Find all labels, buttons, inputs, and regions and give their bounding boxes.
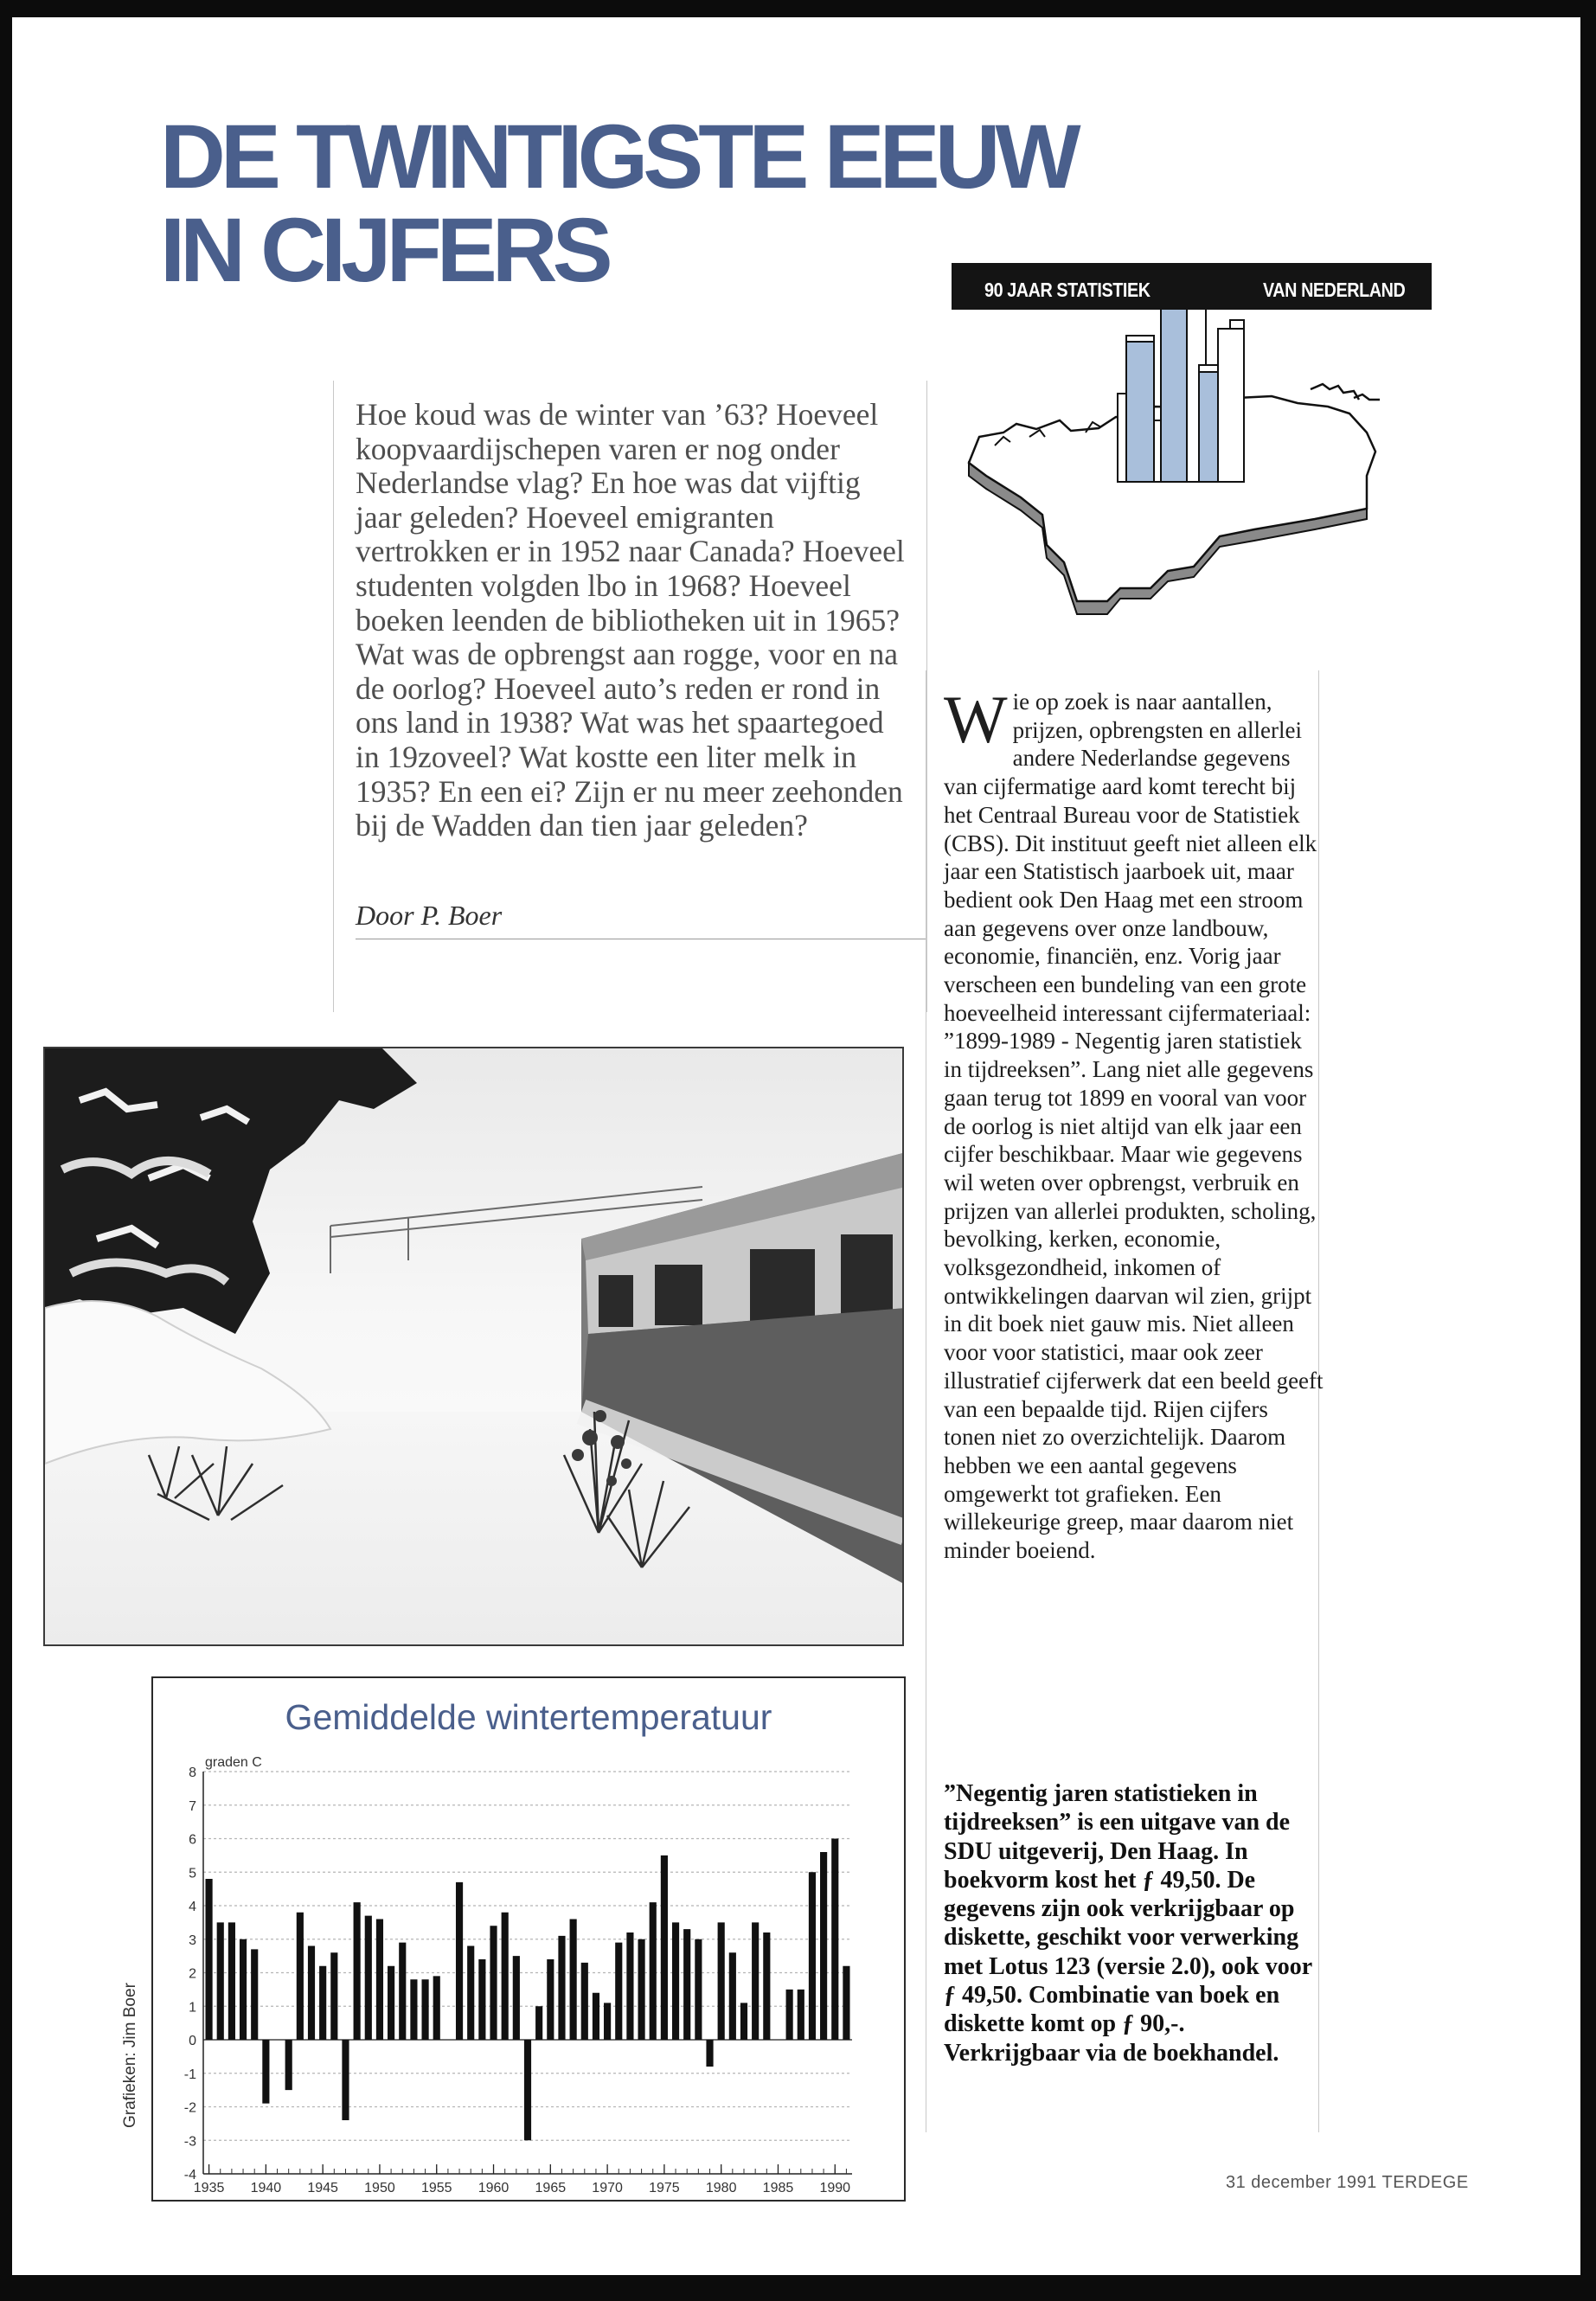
y-tick-label: 1 (189, 2000, 196, 2016)
temperature-bar (547, 1959, 554, 2040)
x-tick-label: 1955 (420, 2181, 452, 2195)
temperature-bar (593, 1993, 599, 2040)
temperature-bar (581, 1963, 588, 2040)
temperature-bar (410, 1979, 417, 2040)
cbs-logo (934, 260, 1453, 631)
x-tick-label: 1935 (193, 2181, 225, 2195)
y-tick-label: 8 (189, 1766, 196, 1780)
x-tick-label: 1945 (307, 2181, 338, 2195)
temperature-bar (661, 1856, 668, 2040)
temperature-bar (478, 1959, 485, 2040)
logo-label-right: VAN NEDERLAND (1263, 279, 1406, 301)
y-tick-label: -2 (183, 2100, 196, 2116)
temperature-bar (330, 1952, 337, 2040)
temperature-bar (831, 1839, 838, 2041)
temperature-bar-chart (153, 1678, 904, 2200)
temperature-bar (365, 1916, 372, 2040)
temperature-bar (740, 2003, 747, 2040)
netherlands-map-icon (934, 260, 1453, 631)
photo-illustration (45, 1048, 904, 1646)
winter-train-photo (43, 1047, 904, 1646)
temperature-bar (456, 1882, 463, 2040)
temperature-bar (388, 1966, 394, 2040)
temperature-bar (843, 1966, 849, 2040)
y-tick-label: 4 (189, 1900, 196, 1914)
temperature-bar (376, 1920, 383, 2041)
byline: Door P. Boer (356, 900, 503, 931)
x-tick-label: 1960 (478, 2181, 510, 2195)
chart-credit: Grafieken: Jim Boer (121, 1983, 139, 2128)
x-tick-label: 1985 (762, 2181, 794, 2195)
y-axis-label: graden C (205, 1755, 262, 1770)
temperature-bar (626, 1932, 633, 2040)
logo-label-bar (952, 263, 1432, 310)
headline-line-1: DE TWINTIGSTE EEUW (160, 106, 1076, 208)
temperature-chart-panel (151, 1676, 906, 2202)
temperature-bar (695, 1939, 702, 2040)
page-footer: 31 december 1991 TERDEGE (1226, 2173, 1469, 2192)
y-tick-label: 7 (189, 1798, 196, 1814)
temperature-bar (228, 1922, 235, 2040)
temperature-bar (706, 2040, 713, 2067)
intro-box (333, 381, 927, 1012)
temperature-bar (490, 1926, 497, 2040)
temperature-bar (558, 1936, 565, 2040)
y-tick-label: -3 (183, 2134, 196, 2150)
temperature-bar (206, 1879, 213, 2040)
y-tick-label: 0 (189, 2034, 196, 2048)
temperature-bar (502, 1913, 509, 2040)
temperature-bar (798, 1990, 804, 2040)
x-tick-label: 1965 (535, 2181, 567, 2195)
temperature-bar (354, 1902, 361, 2040)
x-tick-label: 1980 (705, 2181, 737, 2195)
temperature-bar (217, 1922, 224, 2040)
temperature-bar (433, 1976, 440, 2040)
temperature-bar (763, 1932, 770, 2040)
temperature-bar (535, 2006, 542, 2040)
temperature-bar (319, 1966, 326, 2040)
temperature-bar (399, 1943, 406, 2040)
temperature-bar (513, 1956, 520, 2040)
book-info-note: ”Negentig jaren statistieken in tijdreeksen” is een uitgave van de SDU uitgeverij, Den Haag. In boekvorm kost het ƒ 49,50. De gegevens zijn ook verkrijgbaar op diskette, geschikt voor verwerking met Lotus 123 (versie 2.0), ook voor ƒ 49,50. Combinatie van boek en diskette komt op ƒ 90,-. Verkrijgbaar via de boekhandel. (944, 1780, 1312, 2067)
temperature-bar (809, 1872, 816, 2040)
temperature-bar (342, 2040, 349, 2120)
x-tick-label: 1990 (819, 2181, 851, 2195)
chart-title: Gemiddelde wintertemperatuur (285, 1697, 772, 1737)
temperature-bar (650, 1902, 657, 2040)
temperature-bar (683, 1929, 690, 2040)
temperature-bar (251, 1949, 258, 2040)
y-tick-label: 2 (189, 1966, 196, 1982)
x-tick-label: 1940 (250, 2181, 282, 2195)
temperature-bar (672, 1922, 679, 2040)
y-tick-label: -1 (183, 2067, 196, 2082)
y-tick-label: -4 (183, 2168, 196, 2182)
temperature-bar (262, 2040, 269, 2104)
temperature-bar (297, 1913, 304, 2040)
logo-label-left: 90 JAAR STATISTIEK (984, 279, 1151, 301)
temperature-bar (786, 1990, 793, 2040)
temperature-bar (570, 1920, 577, 2041)
temperature-bar (615, 1943, 622, 2040)
article-column (926, 670, 1324, 2132)
x-tick-label: 1950 (364, 2181, 395, 2195)
article-body (944, 682, 1324, 1565)
temperature-bar (422, 1979, 429, 2040)
y-tick-label: 6 (189, 1832, 196, 1848)
temperature-bar (638, 1939, 645, 2040)
x-tick-label: 1970 (592, 2181, 623, 2195)
y-tick-label: 5 (189, 1866, 196, 1881)
article-body-text: ie op zoek is naar aantallen, prijzen, opbrengsten en allerlei andere Nederlandse gegevens van cijfermatige aard komt terecht bij het Centraal Bureau voor de Statistiek (CBS). Dit instituut geeft niet alleen elk jaar een Statistisch jaarboek uit, maar bedient ook Den Haag met een stroom aan gegevens over onze landbouw, economie, financiën, enz. Vorig jaar verscheen een bundeling van een grote hoeveelheid interessant cijfermateriaal: ”1899-1989 - Negentig jaren statistiek in tijdreeksen”. Lang niet alle gegevens gaan terug tot 1899 en vooral van voor de oorlog is niet altijd van elk jaar een cijfer beschikbaar. Maar wie gegevens wil weten over opbrengst, verbruik en prijzen van allerlei produkten, scholing, bevolking, kerken, economie, volksgezondheid, inkomen of ontwikkelingen daarvan wil zien, grijpt in dit boek niet gauw mis. Niet alleen voor voor statistici, maar ook zeer illustratief cijferwerk dat een beeld geeft van een bepaalde tijd. Rijen cijfers tonen niet zo overzichtelijk. Daarom hebben we een aantal gegevens omgewerkt tot grafieken. Een willekeurige greep, maar daarom niet minder boeiend. (944, 689, 1324, 1564)
temperature-bar (604, 2003, 611, 2040)
temperature-bar (308, 1946, 315, 2041)
temperature-bar (240, 1939, 247, 2040)
x-tick-label: 1975 (649, 2181, 680, 2195)
temperature-bar (285, 2040, 292, 2090)
temperature-bar (820, 1852, 827, 2040)
y-tick-label: 3 (189, 1932, 196, 1948)
temperature-bar (718, 1922, 725, 2040)
map-islands (1311, 384, 1380, 400)
temperature-bar (729, 1952, 736, 2040)
intro-text: Hoe koud was de winter van ’63? Hoeveel koopvaardijschepen varen er nog onder Nederlandse vlag? En hoe was dat vijftig jaar geleden? Hoeveel emigranten vertrokken er in 1952 naar Canada? Hoeveel studenten volgden lbo in 1968? Hoeveel boeken leenden de bibliotheken uit in 1965? Wat was de opbrengst aan rogge, voor en na de oorlog? Hoeveel auto’s reden er rond in ons land in 1938? Wat was het spaartegoed in 19zoveel? Wat kostte een liter melk in 1935? En een ei? Zijn er nu meer zeehonden bij de Wadden dan tien jaar geleden? (356, 397, 905, 843)
temperature-bar (467, 1946, 474, 2041)
temperature-bar (752, 1922, 759, 2040)
dropcap: W (944, 682, 1008, 757)
headline-line-2: IN CIJFERS (160, 200, 608, 301)
temperature-bar (524, 2040, 531, 2140)
